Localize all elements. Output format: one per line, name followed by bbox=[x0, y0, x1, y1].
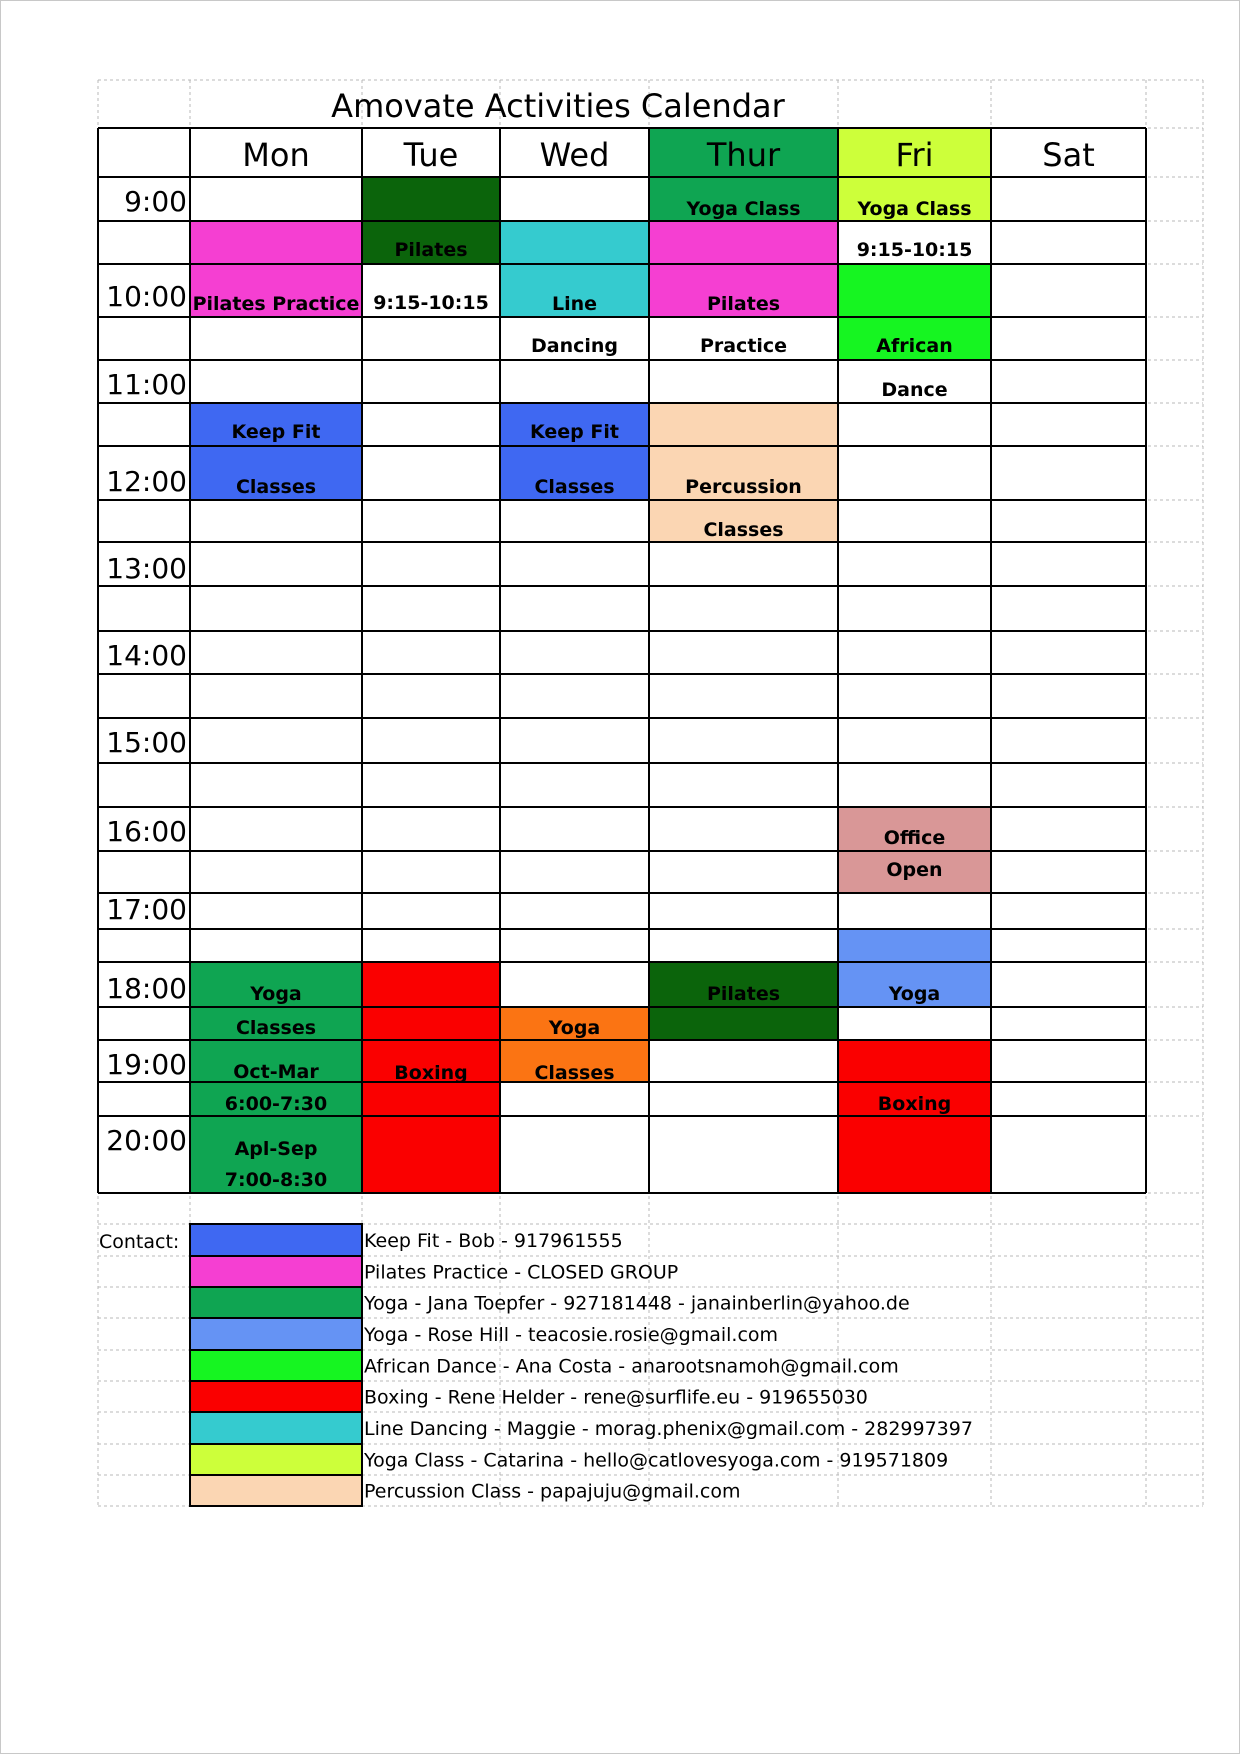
contact-entry-yoga-green bbox=[190, 1287, 910, 1318]
contact-entry-pilates-practice bbox=[190, 1256, 678, 1287]
event-label: Dancing bbox=[530, 335, 619, 357]
contact-color-swatch bbox=[190, 1318, 362, 1350]
contact-text: Yoga Class - Catarina - hello@catlovesyoga.com - 919571809 bbox=[364, 1449, 949, 1472]
contact-text: Yoga - Rose Hill - teacosie.rosie@gmail.com bbox=[364, 1324, 779, 1346]
day-header-thur: Thur bbox=[706, 136, 781, 174]
event-tue-boxing bbox=[362, 962, 500, 1193]
event-label: 9:15-10:15 bbox=[373, 292, 489, 314]
event-label: Practice bbox=[699, 335, 788, 357]
time-label-10-00: 10:00 bbox=[106, 280, 187, 313]
event-label: Yoga Class bbox=[857, 198, 972, 220]
day-header-mon: Mon bbox=[242, 136, 310, 174]
contact-entry-boxing bbox=[190, 1381, 868, 1412]
time-label-11-00: 11:00 bbox=[106, 368, 187, 401]
contact-text: Percussion Class - papajuju@gmail.com bbox=[364, 1480, 741, 1503]
contact-text: Yoga - Jana Toepfer - 927181448 - janainberlin@yahoo.de bbox=[364, 1292, 910, 1315]
contact-entry-african-dance bbox=[190, 1350, 899, 1381]
contact-text: Boxing - Rene Helder - rene@surflife.eu - 919655030 bbox=[364, 1386, 868, 1409]
contact-text: Keep Fit - Bob - 917961555 bbox=[364, 1230, 623, 1252]
contact-color-swatch bbox=[190, 1412, 362, 1444]
contact-entry-percussion bbox=[190, 1475, 741, 1506]
event-label: 9:15-10:15 bbox=[856, 239, 973, 261]
event-label: Pilates bbox=[706, 293, 781, 315]
event-label: African bbox=[876, 335, 953, 357]
event-label: Classes bbox=[235, 1017, 317, 1039]
event-label: Office bbox=[883, 827, 946, 849]
day-header-tue: Tue bbox=[403, 136, 459, 174]
event-label: Pilates Practice bbox=[192, 293, 360, 315]
event-label: Yoga Class bbox=[686, 198, 801, 220]
event-label: 7:00-8:30 bbox=[224, 1169, 328, 1191]
event-label: Yoga bbox=[250, 983, 302, 1005]
event-mon-pilates-practice bbox=[190, 221, 362, 317]
event-label: Yoga bbox=[888, 983, 941, 1005]
contact-text: African Dance - Ana Costa - anarootsnamoh@gmail.com bbox=[364, 1355, 899, 1378]
event-label: Dance bbox=[881, 379, 948, 401]
event-label: Boxing bbox=[394, 1062, 468, 1084]
day-header-fri: Fri bbox=[895, 136, 934, 174]
day-header-wed: Wed bbox=[539, 136, 610, 174]
event-label: Classes bbox=[534, 1062, 615, 1084]
contact-label: Contact: bbox=[99, 1231, 180, 1253]
contact-entry-yoga-lime bbox=[190, 1444, 948, 1475]
event-label: Keep Fit bbox=[231, 421, 321, 443]
event-thur-percussion bbox=[649, 403, 838, 542]
event-fri-yoga bbox=[838, 929, 991, 1007]
time-label-18-00: 18:00 bbox=[106, 972, 187, 1005]
event-label: Apl-Sep bbox=[234, 1138, 318, 1160]
event-mon-keep-fit bbox=[190, 403, 362, 500]
event-wed-yoga bbox=[500, 1007, 649, 1084]
event-label: Keep Fit bbox=[530, 421, 619, 443]
event-label: Percussion bbox=[685, 476, 802, 498]
time-label-13-00: 13:00 bbox=[106, 552, 187, 585]
event-label: Pilates bbox=[706, 983, 781, 1005]
event-wed-keep-fit bbox=[500, 403, 649, 500]
day-header-sat: Sat bbox=[1042, 136, 1095, 174]
calendar-title: Amovate Activities Calendar bbox=[331, 87, 785, 125]
time-label-15-00: 15:00 bbox=[106, 726, 187, 759]
contact-color-swatch bbox=[190, 1475, 362, 1506]
event-tue-pilates bbox=[362, 177, 500, 314]
event-thur-pilates bbox=[649, 962, 838, 1040]
contact-color-swatch bbox=[190, 1381, 362, 1412]
time-label-9-00: 9:00 bbox=[124, 185, 187, 218]
time-label-16-00: 16:00 bbox=[106, 815, 187, 848]
event-label: Line bbox=[551, 293, 598, 315]
event-label: Classes bbox=[703, 519, 784, 541]
event-label: Open bbox=[886, 859, 943, 881]
event-label: Classes bbox=[235, 476, 317, 498]
event-label: Oct-Mar bbox=[233, 1061, 319, 1083]
event-label: Pilates bbox=[394, 239, 468, 261]
time-label-20-00: 20:00 bbox=[106, 1124, 187, 1157]
time-label-17-00: 17:00 bbox=[106, 893, 187, 926]
contact-color-swatch bbox=[190, 1224, 362, 1256]
contact-text: Pilates Practice - CLOSED GROUP bbox=[364, 1261, 679, 1284]
contact-text: Line Dancing - Maggie - morag.phenix@gmail.com - 282997397 bbox=[364, 1418, 973, 1440]
event-mon-yoga bbox=[190, 962, 362, 1193]
time-label-12-00: 12:00 bbox=[106, 465, 187, 498]
time-label-14-00: 14:00 bbox=[106, 639, 187, 672]
event-label: Yoga bbox=[548, 1017, 601, 1039]
contact-color-swatch bbox=[190, 1350, 362, 1381]
contact-color-swatch bbox=[190, 1444, 362, 1475]
event-label: Classes bbox=[534, 476, 615, 498]
event-label: 6:00-7:30 bbox=[224, 1093, 328, 1115]
contact-color-swatch bbox=[190, 1256, 362, 1287]
time-label-19-00: 19:00 bbox=[106, 1048, 187, 1081]
event-label: Boxing bbox=[877, 1093, 952, 1115]
contact-color-swatch bbox=[190, 1287, 362, 1318]
